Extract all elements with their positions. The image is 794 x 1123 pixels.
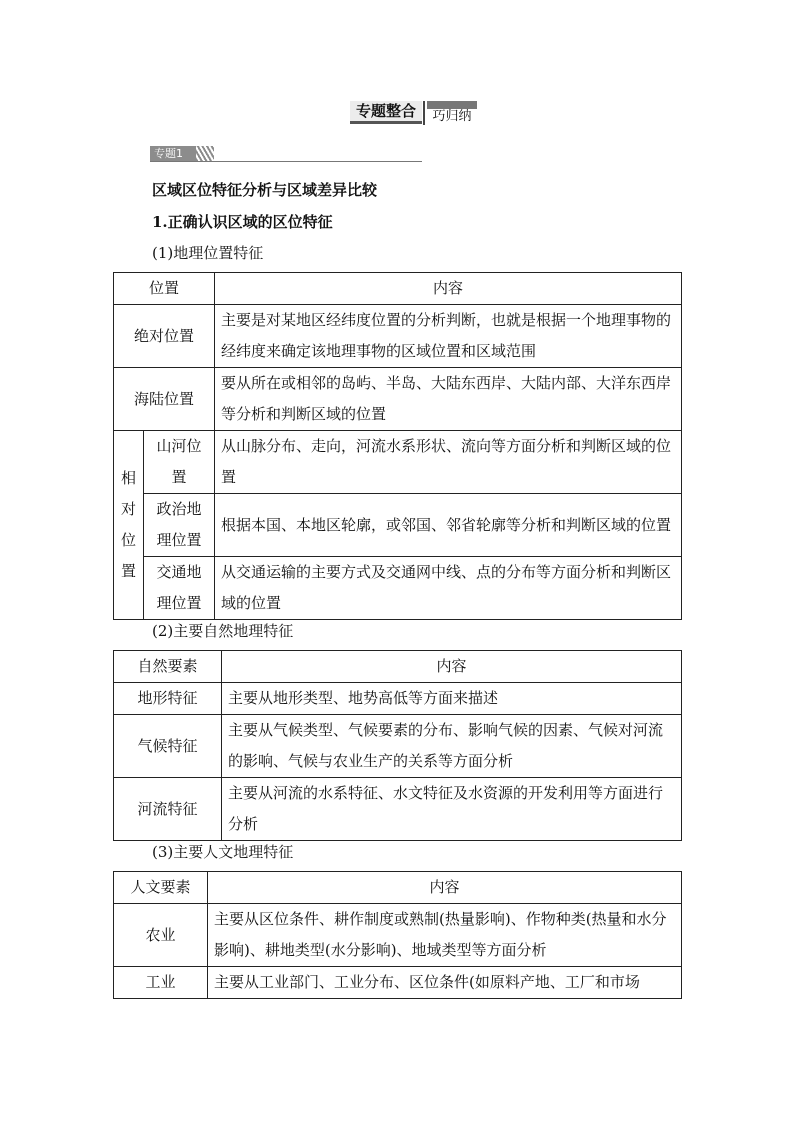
row-label: 气候特征 xyxy=(114,715,222,778)
row-content: 从交通运输的主要方式及交通网中线、点的分布等方面分析和判断区域的位置 xyxy=(215,557,682,620)
topic-tag: 专题1 xyxy=(150,146,202,161)
row-content: 主要从地形类型、地势高低等方面来描述 xyxy=(222,683,682,715)
row-label: 工业 xyxy=(114,967,208,999)
row-label: 绝对位置 xyxy=(114,305,215,368)
row-content: 主要从气候类型、气候要素的分布、影响气候的因素、气候对河流的影响、气候与农业生产的关系等方面分析 xyxy=(222,715,682,778)
row-label: 山河位置 xyxy=(144,431,215,494)
row-label: 海陆位置 xyxy=(114,368,215,431)
banner-divider xyxy=(423,101,425,125)
subsection-heading-3: (3)主要人文地理特征 xyxy=(152,843,294,861)
row-content: 主要从区位条件、耕作制度或熟制(热量影响)、作物种类(热量和水分影响)、耕地类型(水分影响)、地域类型等方面分析 xyxy=(208,904,682,967)
group-label-char: 对 xyxy=(120,500,136,518)
row-label: 农业 xyxy=(114,904,208,967)
row-content: 主要是对某地区经纬度位置的分析判断，也就是根据一个地理事物的经纬度来确定该地理事物的区域位置和区域范围 xyxy=(215,305,682,368)
group-label-char: 相 xyxy=(120,469,136,487)
section-banner-main: 专题整合 xyxy=(350,101,422,124)
subsection-heading-1: (1)地理位置特征 xyxy=(152,244,264,262)
row-label: 交通地理位置 xyxy=(144,557,215,620)
table-row xyxy=(114,967,682,999)
table-row xyxy=(114,305,682,368)
header-cell: 位置 xyxy=(114,273,215,305)
subsection-heading-2: (2)主要自然地理特征 xyxy=(152,622,294,640)
table-header-row xyxy=(114,651,682,683)
header-cell: 内容 xyxy=(208,872,682,904)
topic-tag-stripes xyxy=(196,146,214,161)
row-content: 根据本国、本地区轮廓，或邻国、邻省轮廓等分析和判断区域的位置 xyxy=(215,494,682,557)
table-row xyxy=(114,904,682,967)
section-banner-sub: 巧归纳 xyxy=(432,109,472,124)
row-content: 主要从工业部门、工业分布、区位条件(如原料产地、工厂和市场 xyxy=(208,967,682,999)
row-content: 要从所在或相邻的岛屿、半岛、大陆东西岸、大陆内部、大洋东西岸等分析和判断区域的位置 xyxy=(215,368,682,431)
header-cell: 人文要素 xyxy=(114,872,208,904)
table-row xyxy=(114,368,682,431)
header-cell: 内容 xyxy=(215,273,682,305)
header-cell: 内容 xyxy=(222,651,682,683)
group-label-char: 位 xyxy=(120,531,136,549)
table-row xyxy=(114,494,682,557)
group-label-char: 置 xyxy=(120,562,136,580)
topic-title: 区域区位特征分析与区域差异比较 xyxy=(152,181,378,199)
row-label: 河流特征 xyxy=(114,778,222,841)
natural-features-table xyxy=(113,650,682,841)
table-row xyxy=(114,715,682,778)
table-row xyxy=(114,431,682,494)
table-header-row xyxy=(114,872,682,904)
table-row xyxy=(114,778,682,841)
group-label xyxy=(114,431,144,620)
location-features-table xyxy=(113,272,682,620)
table-header-row xyxy=(114,273,682,305)
section-heading-1: 1.正确认识区域的区位特征 xyxy=(152,213,333,231)
table-row xyxy=(114,557,682,620)
table-row xyxy=(114,683,682,715)
row-content: 主要从河流的水系特征、水文特征及水资源的开发利用等方面进行分析 xyxy=(222,778,682,841)
row-content: 从山脉分布、走向，河流水系形状、流向等方面分析和判断区域的位置 xyxy=(215,431,682,494)
row-label: 政治地理位置 xyxy=(144,494,215,557)
header-cell: 自然要素 xyxy=(114,651,222,683)
row-label: 地形特征 xyxy=(114,683,222,715)
human-features-table xyxy=(113,871,682,999)
topic-underline xyxy=(150,161,422,162)
